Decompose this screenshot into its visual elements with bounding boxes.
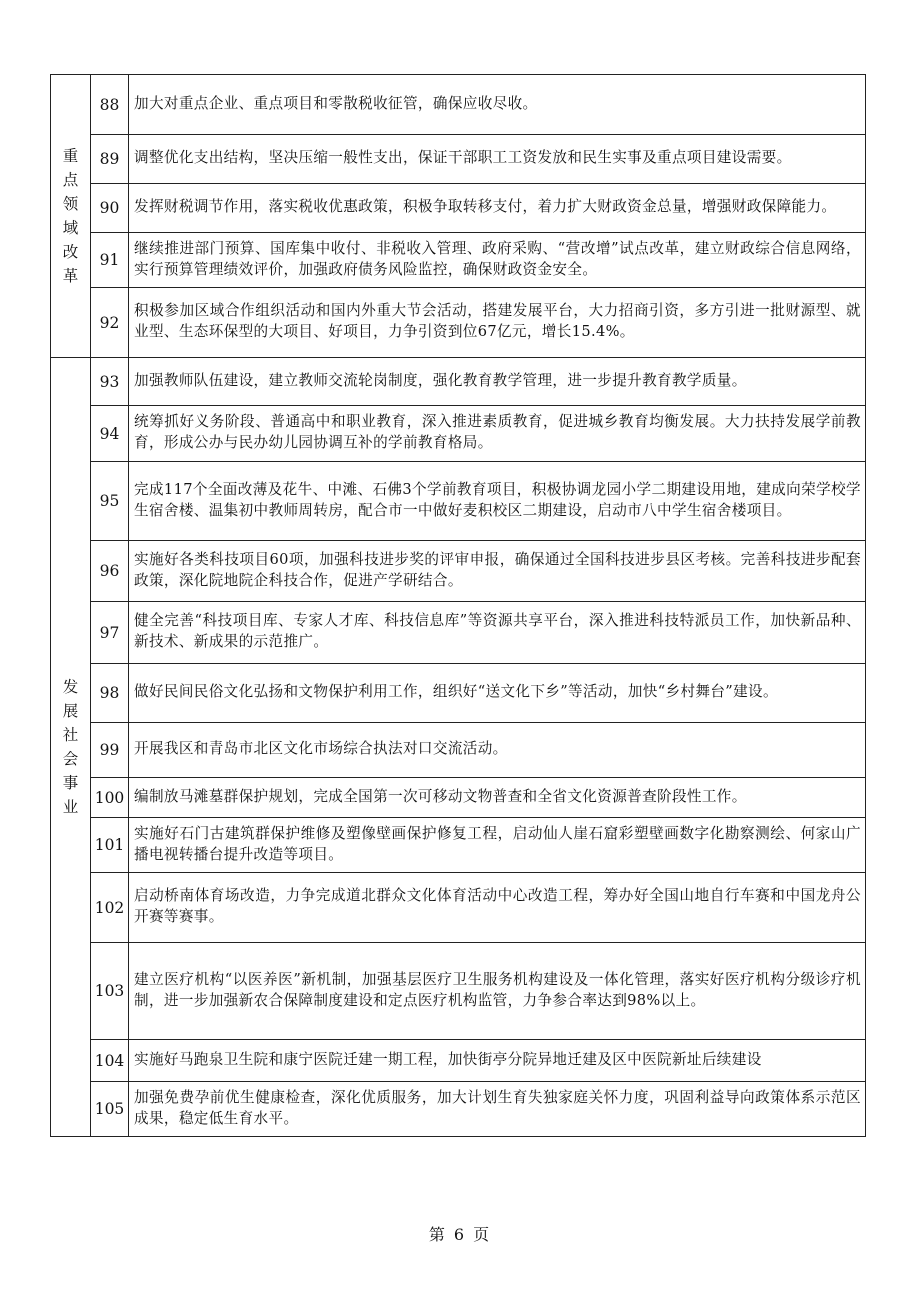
table-row xyxy=(51,75,866,135)
table-row xyxy=(51,1082,866,1137)
table-row xyxy=(51,462,866,541)
item-number: 103 xyxy=(91,943,129,1040)
item-description: 完成117个全面改薄及花牛、中滩、石佛3个学前教育项目，积极协调龙园小学二期建设用地，建成向荣学校学生宿舍楼、温集初中教师周转房，配合市一中做好麦积校区二期建设，启动市八中学生宿舍楼项目。 xyxy=(129,462,866,541)
item-number: 95 xyxy=(91,462,129,541)
item-number: 92 xyxy=(91,288,129,358)
category-cell: 重 点 领 域 改 革 xyxy=(51,75,91,358)
category-cell: 发 展 社 会 事 业 xyxy=(51,358,91,1137)
item-number: 102 xyxy=(91,873,129,943)
table-row xyxy=(51,358,866,406)
item-description: 发挥财税调节作用，落实税收优惠政策，积极争取转移支付，着力扩大财政资金总量，增强财政保障能力。 xyxy=(129,184,866,233)
table-row xyxy=(51,873,866,943)
page-number: 第 6 页 xyxy=(428,1225,492,1244)
table-row xyxy=(51,818,866,873)
table-row xyxy=(51,233,866,288)
item-number: 98 xyxy=(91,664,129,723)
table-row xyxy=(51,664,866,723)
table-row xyxy=(51,184,866,233)
item-description: 开展我区和青岛市北区文化市场综合执法对口交流活动。 xyxy=(129,723,866,778)
item-number: 89 xyxy=(91,135,129,184)
item-number: 91 xyxy=(91,233,129,288)
table-row xyxy=(51,778,866,818)
item-description: 积极参加区域合作组织活动和国内外重大节会活动，搭建发展平台，大力招商引资，多方引进一批财源型、就业型、生态环保型的大项目、好项目，力争引资到位67亿元，增长15.4%。 xyxy=(129,288,866,358)
item-number: 96 xyxy=(91,541,129,602)
table-row xyxy=(51,541,866,602)
item-number: 104 xyxy=(91,1040,129,1082)
item-description: 实施好各类科技项目60项，加强科技进步奖的评审申报，确保通过全国科技进步县区考核。完善科技进步配套政策，深化院地院企科技合作，促进产学研结合。 xyxy=(129,541,866,602)
item-number: 105 xyxy=(91,1082,129,1137)
item-description: 建立医疗机构“以医养医”新机制，加强基层医疗卫生服务机构建设及一体化管理，落实好医疗机构分级诊疗机制，进一步加强新农合保障制度建设和定点医疗机构监管，力争参合率达到98%以上。 xyxy=(129,943,866,1040)
table-row xyxy=(51,723,866,778)
item-description: 调整优化支出结构，坚决压缩一般性支出，保证干部职工工资发放和民生实事及重点项目建设需要。 xyxy=(129,135,866,184)
item-description: 启动桥南体育场改造，力争完成道北群众文化体育活动中心改造工程，筹办好全国山地自行车赛和中国龙舟公开赛等赛事。 xyxy=(129,873,866,943)
item-description: 加大对重点企业、重点项目和零散税收征管，确保应收尽收。 xyxy=(129,75,866,135)
table-row xyxy=(51,943,866,1040)
table-row xyxy=(51,1040,866,1082)
item-number: 97 xyxy=(91,602,129,664)
item-number: 90 xyxy=(91,184,129,233)
item-number: 93 xyxy=(91,358,129,406)
item-description: 实施好石门古建筑群保护维修及塑像壁画保护修复工程，启动仙人崖石窟彩塑壁画数字化勘察测绘、何家山广播电视转播台提升改造等项目。 xyxy=(129,818,866,873)
item-number: 88 xyxy=(91,75,129,135)
item-description: 做好民间民俗文化弘扬和文物保护利用工作，组织好“送文化下乡”等活动，加快“乡村舞台”建设。 xyxy=(129,664,866,723)
item-description: 健全完善“科技项目库、专家人才库、科技信息库”等资源共享平台，深入推进科技特派员工作，加快新品种、新技术、新成果的示范推广。 xyxy=(129,602,866,664)
item-description: 加强教师队伍建设，建立教师交流轮岗制度，强化教育教学管理，进一步提升教育教学质量。 xyxy=(129,358,866,406)
table-row xyxy=(51,602,866,664)
document-table xyxy=(50,74,866,1137)
item-number: 99 xyxy=(91,723,129,778)
table-row xyxy=(51,406,866,462)
document-table-body xyxy=(51,75,866,1137)
item-description: 编制放马滩墓群保护规划，完成全国第一次可移动文物普查和全省文化资源普查阶段性工作。 xyxy=(129,778,866,818)
item-number: 94 xyxy=(91,406,129,462)
item-number: 100 xyxy=(91,778,129,818)
item-description: 统筹抓好义务阶段、普通高中和职业教育，深入推进素质教育，促进城乡教育均衡发展。大力扶持发展学前教育，形成公办与民办幼儿园协调互补的学前教育格局。 xyxy=(129,406,866,462)
item-description: 继续推进部门预算、国库集中收付、非税收入管理、政府采购、“营改增”试点改革，建立财政综合信息网络，实行预算管理绩效评价，加强政府债务风险监控，确保财政资金安全。 xyxy=(129,233,866,288)
item-description: 加强免费孕前优生健康检查，深化优质服务，加大计划生育失独家庭关怀力度，巩固利益导向政策体系示范区成果，稳定低生育水平。 xyxy=(129,1082,866,1137)
table-row xyxy=(51,288,866,358)
item-number: 101 xyxy=(91,818,129,873)
item-description: 实施好马跑泉卫生院和康宁医院迁建一期工程，加快街亭分院异地迁建及区中医院新址后续建设 xyxy=(129,1040,866,1082)
table-row xyxy=(51,135,866,184)
